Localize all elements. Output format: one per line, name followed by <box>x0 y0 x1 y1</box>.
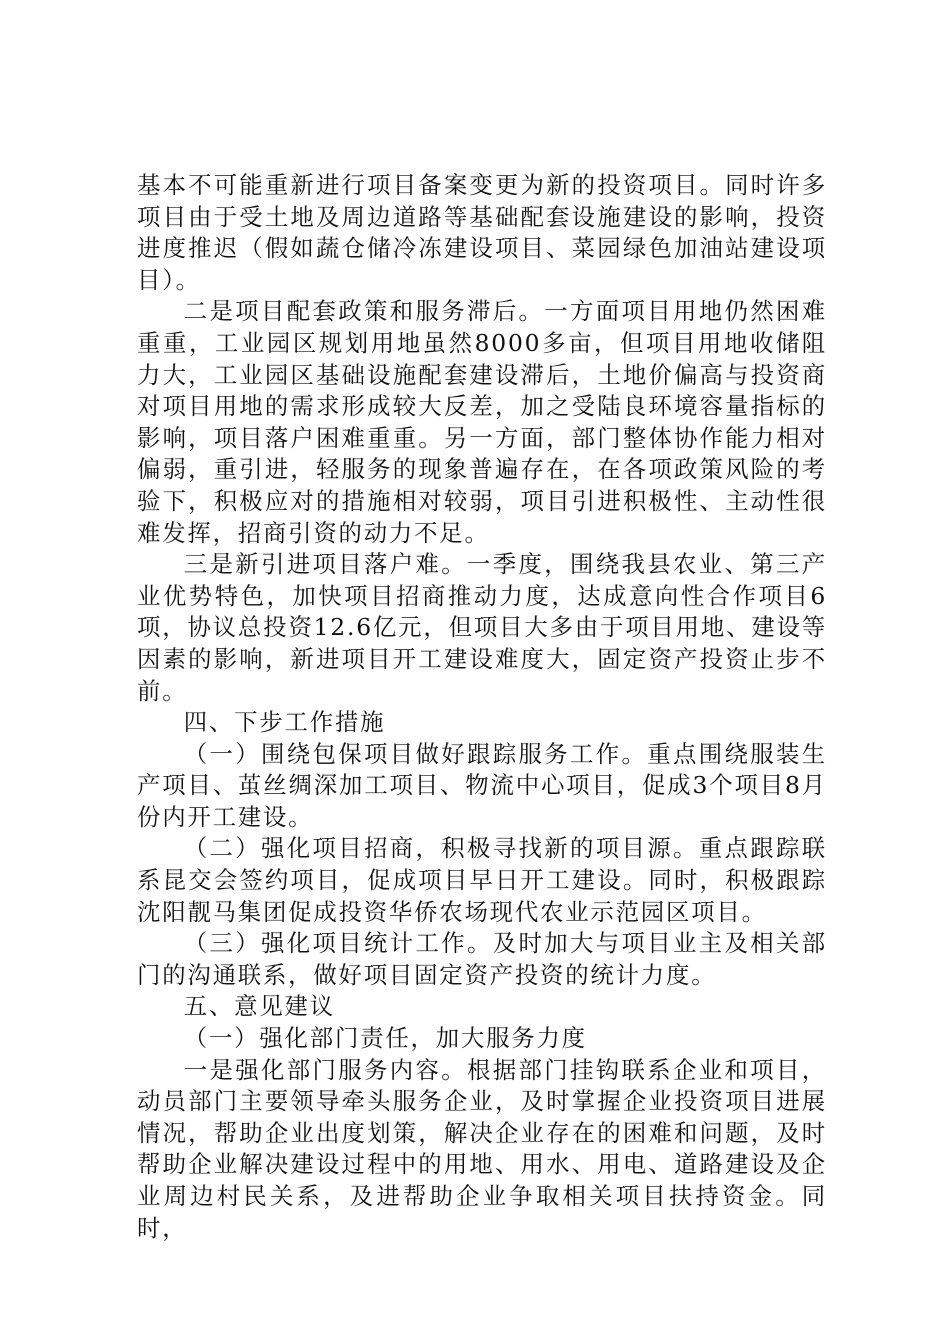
paragraph-measure-3: （三）强化项目统计工作。及时加大与项目业主及相关部门的沟通联系，做好项目固定资产投资的统计力度。 <box>137 929 827 989</box>
section-heading-suggestions: 五、意见建议 <box>183 992 335 1021</box>
section-heading-next-steps: 四、下步工作措施 <box>183 708 386 737</box>
paragraph-continuation: 基本不可能重新进行项目备案变更为新的投资项目。同时许多项目由于受土地及周边道路等基础配套设施建设的影响，投资进度推迟（假如蔬仓储冷冻建设项目、菜园绿色加油站建设项目）。 <box>137 171 827 294</box>
paragraph-new-projects: 三是新引进项目落户难。一季度，围绕我县农业、第三产业优势特色，加快项目招商推动力度，达成意向性合作项目6项，协议总投资12.6亿元，但项目大多由于项目用地、建设等因素的影响，新进项目开工建设难度大，固定资产投资止步不前。 <box>137 550 827 705</box>
paragraph-supporting-policy: 二是项目配套政策和服务滞后。一方面项目用地仍然困难重重，工业园区规划用地虽然8000多亩，但项目用地收储阻力大，工业园区基础设施配套建设滞后，土地价偏高与投资商对项目用地的需求形成较大反差，加之受陆良环境容量指标的影响，项目落户困难重重。另一方面，部门整体协作能力相对偏弱，重引进，轻服务的现象普遍存在，在各项政策风险的考验下，积极应对的措施相对较弱，项目引进积极性、主动性很难发挥，招商引资的动力不足。 <box>137 297 827 547</box>
subheading-suggestion-1: （一）强化部门责任，加大服务力度 <box>183 1024 587 1053</box>
paragraph-suggestion-1: 一是强化部门服务内容。根据部门挂钩联系企业和项目，动员部门主要领导牵头服务企业，及时掌握企业投资项目进展情况，帮助企业出度划策，解决企业存在的困难和问题，及时帮助企业解决建设过程中的用地、用水、用电、道路建设及企业周边村民关系，及进帮助企业争取相关项目扶持资金。同时， <box>137 1055 827 1242</box>
paragraph-measure-1: （一）围绕包保项目做好跟踪服务工作。重点围绕服装生产项目、茧丝绸深加工项目、物流中心项目，促成3个项目8月份内开工建设。 <box>137 739 827 831</box>
document-body <box>137 170 827 1244</box>
paragraph-measure-2: （二）强化项目招商，积极寻找新的项目源。重点跟踪联系昆交会签约项目，促成项目早日开工建设。同时，积极跟踪沈阳靓马集团促成投资华侨农场现代农业示范园区项目。 <box>137 834 827 926</box>
